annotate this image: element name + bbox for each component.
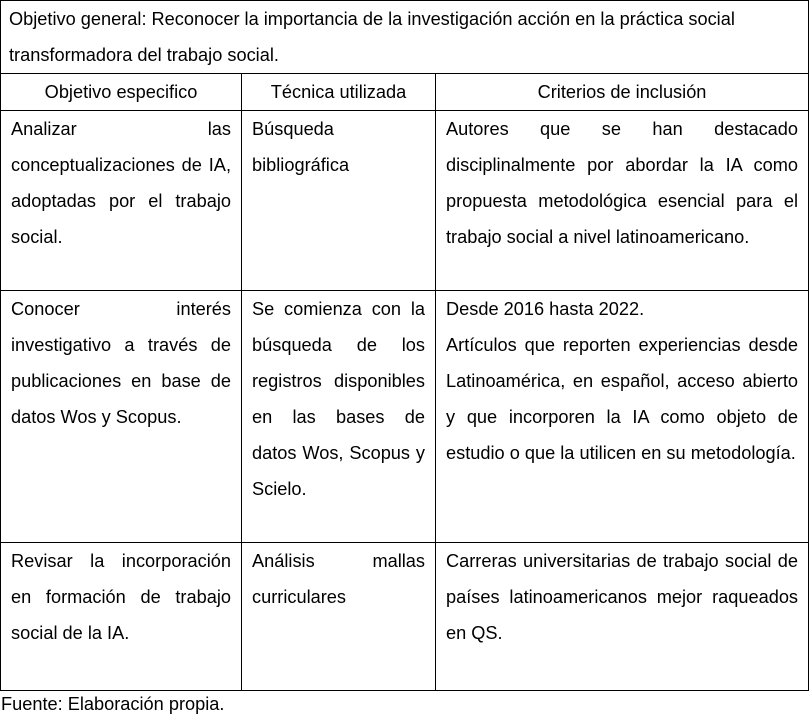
criteria-cell bbox=[436, 111, 809, 291]
criteria-paragraph: Autores que se han destacado disciplinalmente por abordar la IA como propuesta metodológica esencial para el trabajo social a nivel latinoamericano. bbox=[446, 119, 799, 247]
criteria-cell bbox=[436, 543, 809, 691]
header-row bbox=[1, 74, 809, 111]
objective-cell: Analizar las conceptualizaciones de IA, adoptadas por el trabajo social. bbox=[1, 111, 242, 291]
objective-cell: Revisar la incorporación en formación de trabajo social de la IA. bbox=[1, 543, 242, 691]
general-objective-row bbox=[1, 1, 809, 74]
header-tecnica-utilizada: Técnica utilizada bbox=[242, 74, 436, 111]
objective-cell: Conocer interés investigativo a través de publicaciones en base de datos Wos y Scopus. bbox=[1, 291, 242, 543]
criteria-paragraph: Carreras universitarias de trabajo social de países latinoamericanos mejor raqueados en QS. bbox=[446, 551, 799, 643]
source-note: Fuente: Elaboración propia. bbox=[1, 694, 225, 714]
table-row bbox=[1, 543, 809, 691]
criteria-paragraph: Artículos que reporten experiencias desde Latinoamérica, en español, acceso abierto y que incorporen la IA como objeto de estudio o que la utilicen en su metodología. bbox=[446, 335, 799, 463]
general-objective-cell bbox=[1, 1, 809, 74]
header-criterios-inclusion: Criterios de inclusión bbox=[436, 74, 809, 111]
general-objective-text: Objetivo general: Reconocer la importancia de la investigación acción en la práctica social transformadora del trabajo social. bbox=[9, 9, 735, 65]
header-objetivo-especifico: Objetivo especifico bbox=[1, 74, 242, 111]
criteria-cell bbox=[436, 291, 809, 543]
criteria-paragraph: Desde 2016 hasta 2022. bbox=[446, 299, 645, 319]
table-row bbox=[1, 291, 809, 543]
technique-cell: Búsqueda bibliográfica bbox=[242, 111, 436, 291]
technique-cell: Análisis mallas curriculares bbox=[242, 543, 436, 691]
technique-cell: Se comienza con la búsqueda de los registros disponibles en las bases de datos Wos, Scopus y Scielo. bbox=[242, 291, 436, 543]
table-row bbox=[1, 111, 809, 291]
